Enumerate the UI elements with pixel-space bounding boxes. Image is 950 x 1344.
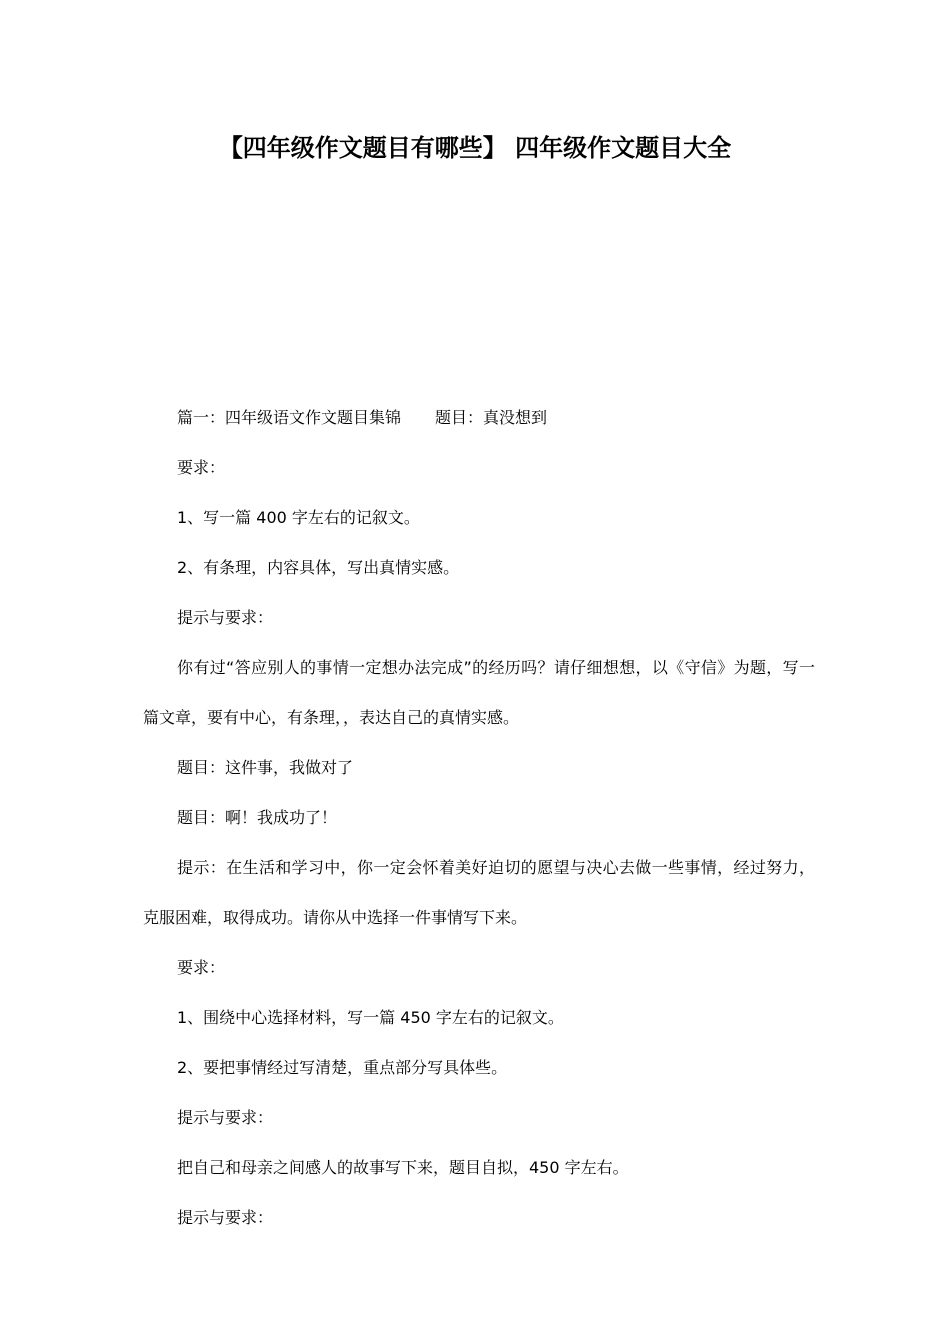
paragraph: 你有过“答应别人的事情一定想办法完成”的经历吗？请仔细想想，以《守信》为题，写一篇文章，要有中心，有条理，，表达自己的真情实感。 <box>143 658 815 727</box>
paragraph: 要求： <box>177 958 226 977</box>
document-body <box>143 393 815 1243</box>
paragraph: 2、要把事情经过写清楚，重点部分写具体些。 <box>177 1058 508 1077</box>
paragraph: 2、有条理，内容具体，写出真情实感。 <box>177 558 460 577</box>
topic-title: 题目：真没想到 <box>435 408 548 427</box>
paragraph: 1、围绕中心选择材料，写一篇 450 字左右的记叙文。 <box>177 1008 564 1027</box>
page-title: 【四年级作文题目有哪些】 四年级作文题目大全 <box>218 134 732 162</box>
paragraph: 提示与要求： <box>177 608 274 627</box>
section-heading-line <box>143 393 815 443</box>
paragraph: 题目：这件事，我做对了 <box>177 758 354 777</box>
paragraph: 要求： <box>177 458 226 477</box>
paragraph: 题目：啊！我成功了！ <box>177 808 338 827</box>
paragraph: 提示与要求： <box>177 1108 274 1127</box>
paragraph: 把自己和母亲之间感人的故事写下来，题目自拟，450 字左右。 <box>177 1158 629 1177</box>
paragraph: 1、写一篇 400 字左右的记叙文。 <box>177 508 420 527</box>
section-heading: 篇一：四年级语文作文题目集锦 <box>177 408 402 427</box>
paragraph: 提示与要求： <box>177 1208 274 1227</box>
paragraph: 提示：在生活和学习中，你一定会怀着美好迫切的愿望与决心去做一些事情，经过努力，克服困难，取得成功。请你从中选择一件事情写下来。 <box>143 858 815 927</box>
